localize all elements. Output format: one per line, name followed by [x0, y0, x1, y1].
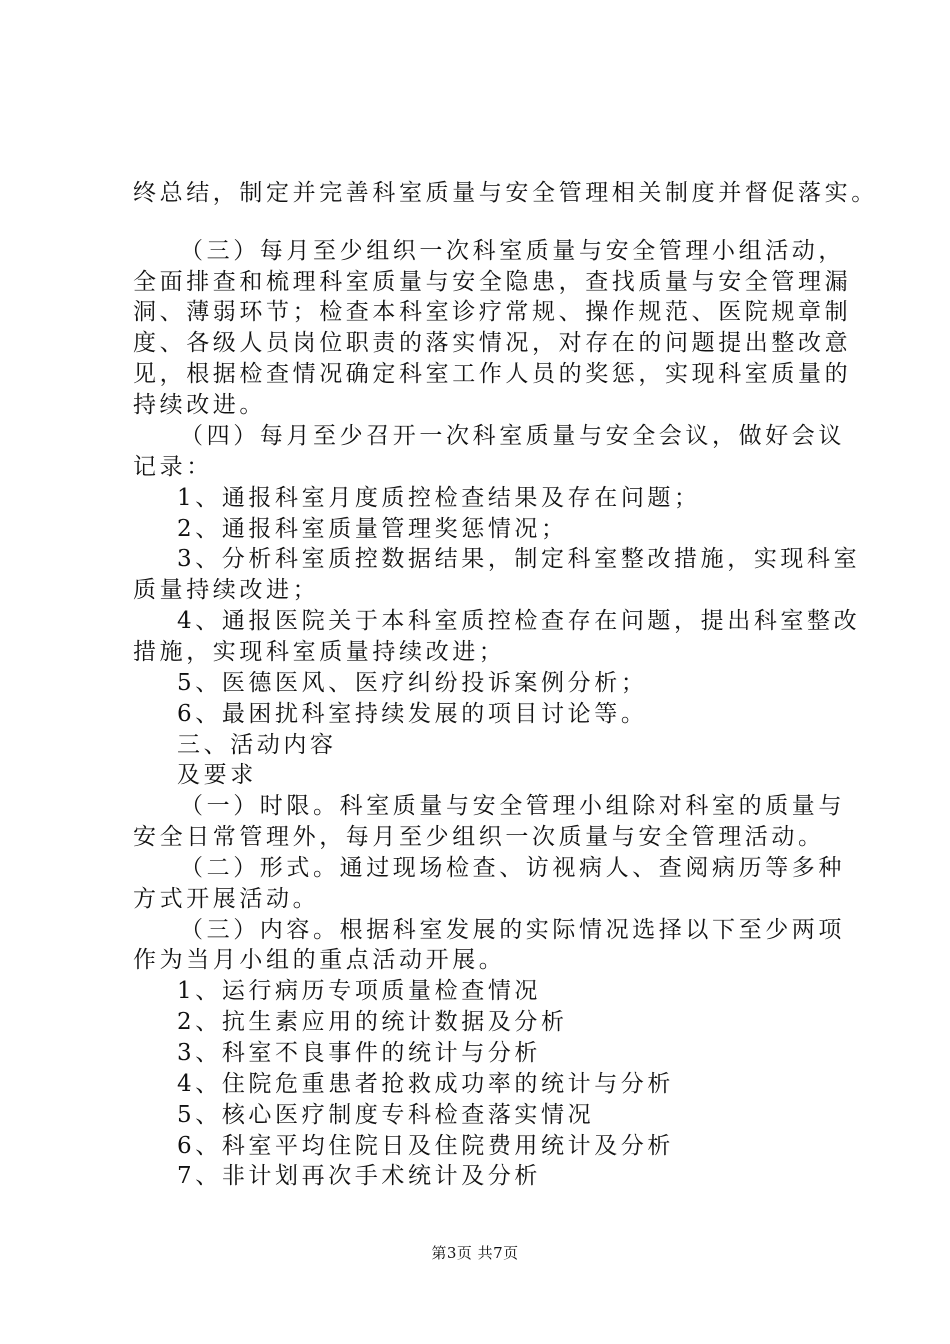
- list-item: 7、非计划再次手术统计及分析: [177, 1163, 542, 1189]
- text-line: 1、通报科室月度质控检查结果及存在问题；: [177, 485, 701, 511]
- list-item: 2、抗生素应用的统计数据及分析: [177, 1009, 568, 1035]
- text-line: （四）每月至少召开一次科室质量与安全会议，做好会议: [180, 423, 845, 449]
- list-item: 3、科室不良事件的统计与分析: [177, 1040, 542, 1066]
- text-line: 终总结，制定并完善科室质量与安全管理相关制度并督促落实。: [133, 180, 878, 206]
- text-line: 洞、薄弱环节；检查本科室诊疗常规、操作规范、医院规章制: [133, 299, 852, 325]
- text-line: 度、各级人员岗位职责的落实情况，对存在的问题提出整改意: [133, 330, 852, 356]
- page-footer: 第3页 共7页: [431, 1244, 519, 1262]
- text-line: （二）形式。通过现场检查、访视病人、查阅病历等多种: [180, 855, 845, 881]
- text-line: （三）内容。根据科室发展的实际情况选择以下至少两项: [180, 917, 845, 943]
- text-line: 3、分析科室质控数据结果，制定科室整改措施，实现科室: [177, 546, 861, 572]
- text-line: （一）时限。科室质量与安全管理小组除对科室的质量与: [180, 793, 845, 819]
- text-line: 措施，实现科室质量持续改进；: [133, 639, 506, 665]
- text-line: 安全日常管理外，每月至少组织一次质量与安全管理活动。: [133, 824, 825, 850]
- text-line: 全面排查和梳理科室质量与安全隐患，查找质量与安全管理漏: [133, 269, 852, 295]
- text-line: 持续改进。: [133, 392, 266, 418]
- section-heading: 三、活动内容: [177, 732, 337, 758]
- text-line: 作为当月小组的重点活动开展。: [133, 947, 506, 973]
- list-item: 1、运行病历专项质量检查情况: [177, 978, 542, 1004]
- list-item: 6、科室平均住院日及住院费用统计及分析: [177, 1133, 675, 1159]
- text-line: 4、通报医院关于本科室质控检查存在问题，提出科室整改: [177, 608, 861, 634]
- list-item: 4、住院危重患者抢救成功率的统计与分析: [177, 1071, 675, 1097]
- text-line: 5、医德医风、医疗纠纷投诉案例分析；: [177, 670, 648, 696]
- text-line: 2、通报科室质量管理奖惩情况；: [177, 516, 568, 542]
- text-line: 记录：: [133, 454, 213, 480]
- text-line: 方式开展活动。: [133, 886, 320, 912]
- text-line: 见，根据检查情况确定科室工作人员的奖惩，实现科室质量的: [133, 361, 852, 387]
- list-item: 5、核心医疗制度专科检查落实情况: [177, 1102, 595, 1128]
- section-heading: 及要求: [177, 762, 257, 788]
- text-line: （三）每月至少组织一次科室质量与安全管理小组活动，: [180, 238, 845, 264]
- text-line: 6、最困扰科室持续发展的项目讨论等。: [177, 701, 648, 727]
- text-line: 质量持续改进；: [133, 577, 320, 603]
